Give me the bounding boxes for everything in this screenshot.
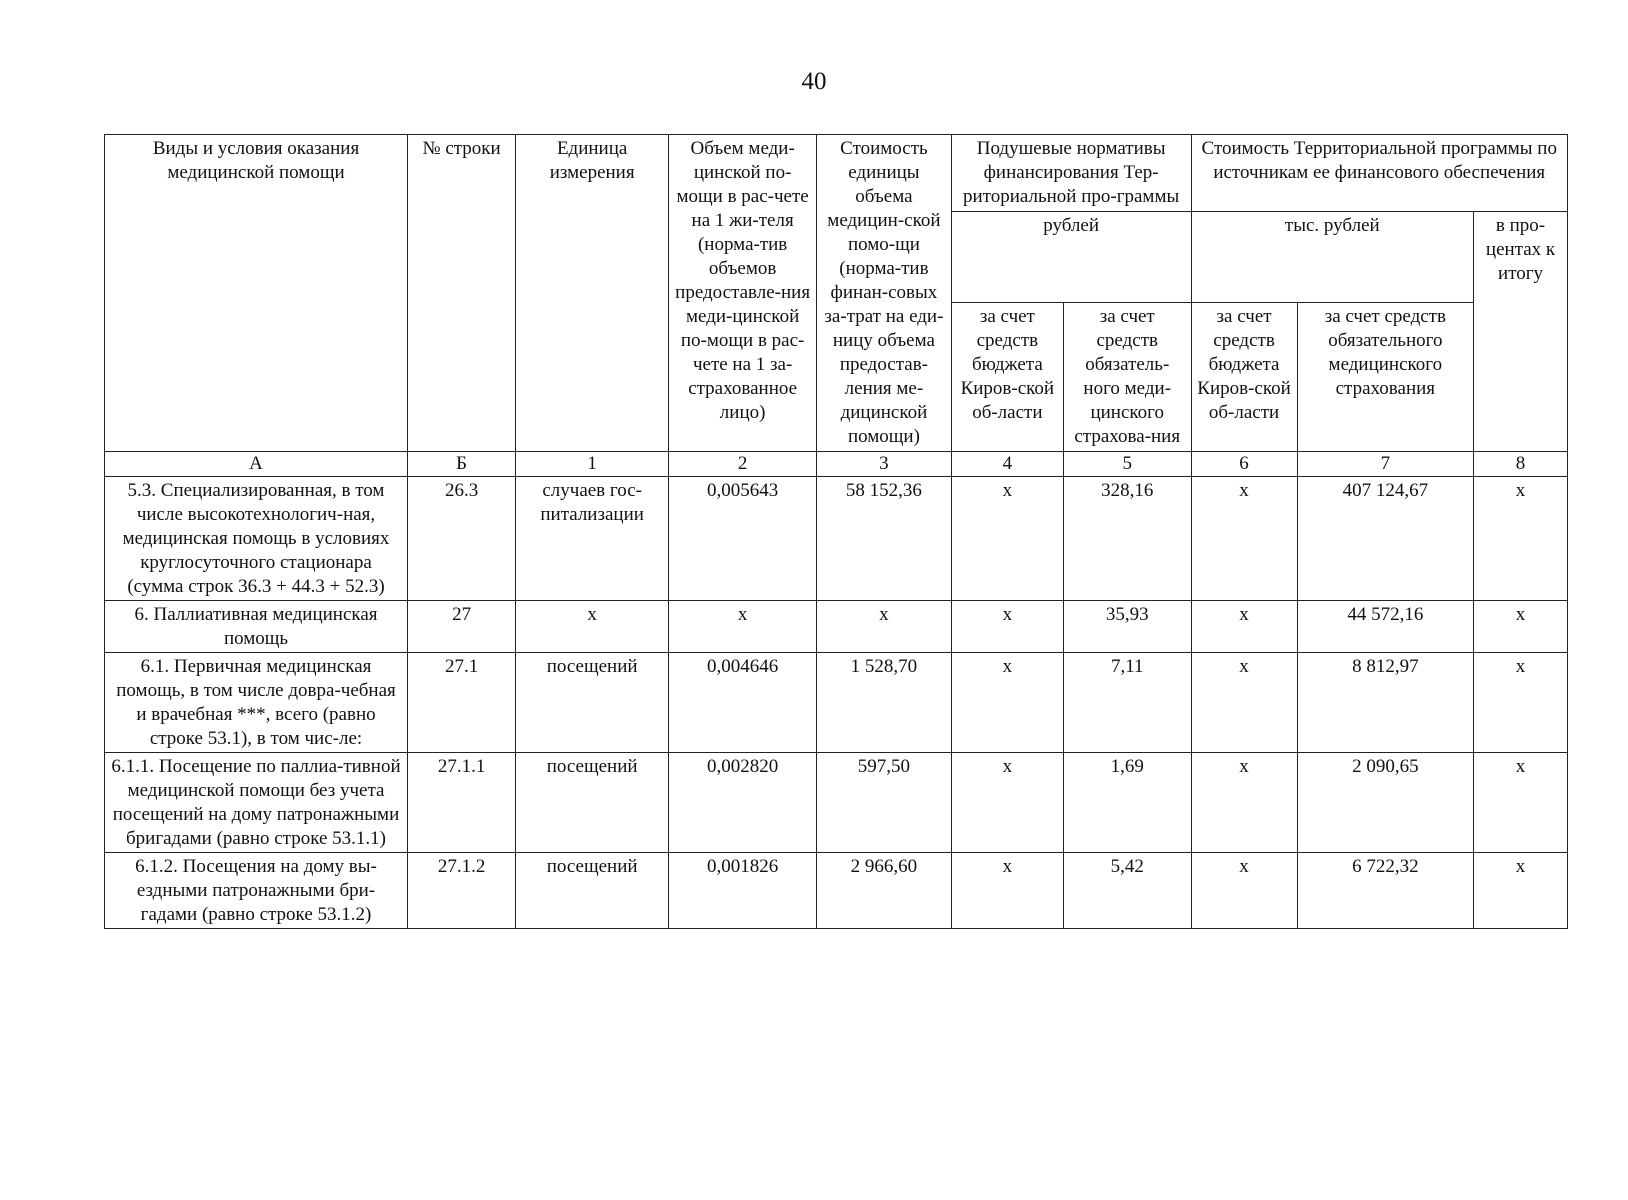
row-volume: 0,002820 (669, 753, 817, 853)
column-letters-row (105, 452, 1568, 477)
header-col-cost: Стоимость единицы объема медицин-ской помо-щи (норма-тив финан-совых за-трат на еди-ницу объема предостав-ления ме-дицинской помощи) (817, 135, 952, 452)
table-row (105, 753, 1568, 853)
row-col-8: х (1474, 753, 1568, 853)
row-unit: случаев гос-питализации (516, 477, 669, 601)
row-volume: 0,001826 (669, 853, 817, 929)
row-name: 6.1.1. Посещение по паллиа-тивной медицинской помощи без учета посещений на дому патронажными бригадами (равно строке 53.1.1) (105, 753, 408, 853)
header-col-unit: Единица измерения (516, 135, 669, 452)
row-col-4: х (951, 601, 1063, 653)
row-col-7: 6 722,32 (1297, 853, 1473, 929)
row-col-5: 5,42 (1063, 853, 1191, 929)
row-unit: посещений (516, 853, 669, 929)
row-col-6: х (1191, 753, 1297, 853)
table-row (105, 601, 1568, 653)
row-volume: 0,004646 (669, 653, 817, 753)
header-oms-cost: за счет средств обязательного медицинского страхования (1297, 303, 1473, 452)
row-col-8: х (1474, 853, 1568, 929)
header-group-cost: Стоимость Территориальной программы по источникам ее финансового обеспечения (1191, 135, 1568, 212)
row-cost: 2 966,60 (817, 853, 952, 929)
financing-table (104, 134, 1568, 929)
row-col-8: х (1474, 477, 1568, 601)
column-letter: Б (408, 452, 516, 477)
row-col-6: х (1191, 653, 1297, 753)
row-cost: 597,50 (817, 753, 952, 853)
row-cost: 1 528,70 (817, 653, 952, 753)
table-row (105, 477, 1568, 601)
row-col-4: х (951, 753, 1063, 853)
row-unit: х (516, 601, 669, 653)
column-letter: 5 (1063, 452, 1191, 477)
page-number: 40 (801, 68, 827, 95)
header-col-row-no: № строки (408, 135, 516, 452)
column-letter: 2 (669, 452, 817, 477)
header-unit-rub: рублей (951, 212, 1191, 303)
header-row-1 (105, 135, 1568, 212)
column-letter: 3 (817, 452, 952, 477)
header-group-norms: Подушевые нормативы финансирования Тер-риториальной про-граммы (951, 135, 1191, 212)
row-col-8: х (1474, 653, 1568, 753)
column-letter: 4 (951, 452, 1063, 477)
row-number: 27.1.2 (408, 853, 516, 929)
header-col-name: Виды и условия оказания медицинской помощи (105, 135, 408, 452)
column-letter: А (105, 452, 408, 477)
row-name: 6.1. Первичная медицинская помощь, в том числе довра-чебная и врачебная ***, всего (равно строке 53.1), в том чис-ле: (105, 653, 408, 753)
row-volume: х (669, 601, 817, 653)
row-col-8: х (1474, 601, 1568, 653)
row-name: 6.1.2. Посещения на дому вы-ездными патронажными бри-гадами (равно строке 53.1.2) (105, 853, 408, 929)
header-unit-thousand-rub: тыс. рублей (1191, 212, 1474, 303)
column-letter: 6 (1191, 452, 1297, 477)
row-name: 6. Паллиативная медицинская помощь (105, 601, 408, 653)
row-col-4: х (951, 853, 1063, 929)
header-percent-of-total: в про-центах к итогу (1474, 212, 1568, 452)
table-row (105, 853, 1568, 929)
row-col-7: 44 572,16 (1297, 601, 1473, 653)
row-number: 27.1.1 (408, 753, 516, 853)
row-col-7: 407 124,67 (1297, 477, 1473, 601)
row-number: 27.1 (408, 653, 516, 753)
column-letter: 7 (1297, 452, 1473, 477)
table-row (105, 653, 1568, 753)
row-cost: х (817, 601, 952, 653)
header-col-volume: Объем меди-цинской по-мощи в рас-чете на 1 жи-теля (норма-тив объемов предоставле-ния меди-цинской по-мощи в рас-чете на 1 за-страхованное лицо) (669, 135, 817, 452)
row-volume: 0,005643 (669, 477, 817, 601)
row-col-7: 8 812,97 (1297, 653, 1473, 753)
row-col-5: 7,11 (1063, 653, 1191, 753)
row-cost: 58 152,36 (817, 477, 952, 601)
header-oms-norm: за счет средств обязатель-ного меди-цинского страхова-ния (1063, 303, 1191, 452)
row-col-4: х (951, 653, 1063, 753)
row-unit: посещений (516, 653, 669, 753)
column-letter: 8 (1474, 452, 1568, 477)
row-col-5: 328,16 (1063, 477, 1191, 601)
row-name: 5.3. Специализированная, в том числе высокотехнологич-ная, медицинская помощь в условиях круглосуточного стационара (сумма строк 36.3 + 44.3 + 52.3) (105, 477, 408, 601)
row-col-4: х (951, 477, 1063, 601)
row-col-5: 1,69 (1063, 753, 1191, 853)
row-col-7: 2 090,65 (1297, 753, 1473, 853)
row-col-6: х (1191, 601, 1297, 653)
row-number: 26.3 (408, 477, 516, 601)
row-number: 27 (408, 601, 516, 653)
row-col-5: 35,93 (1063, 601, 1191, 653)
row-col-6: х (1191, 477, 1297, 601)
row-unit: посещений (516, 753, 669, 853)
column-letter: 1 (516, 452, 669, 477)
header-budget-kirov-cost: за счет средств бюджета Киров-ской об-ласти (1191, 303, 1297, 452)
row-col-6: х (1191, 853, 1297, 929)
header-budget-kirov-norm: за счет средств бюджета Киров-ской об-ласти (951, 303, 1063, 452)
